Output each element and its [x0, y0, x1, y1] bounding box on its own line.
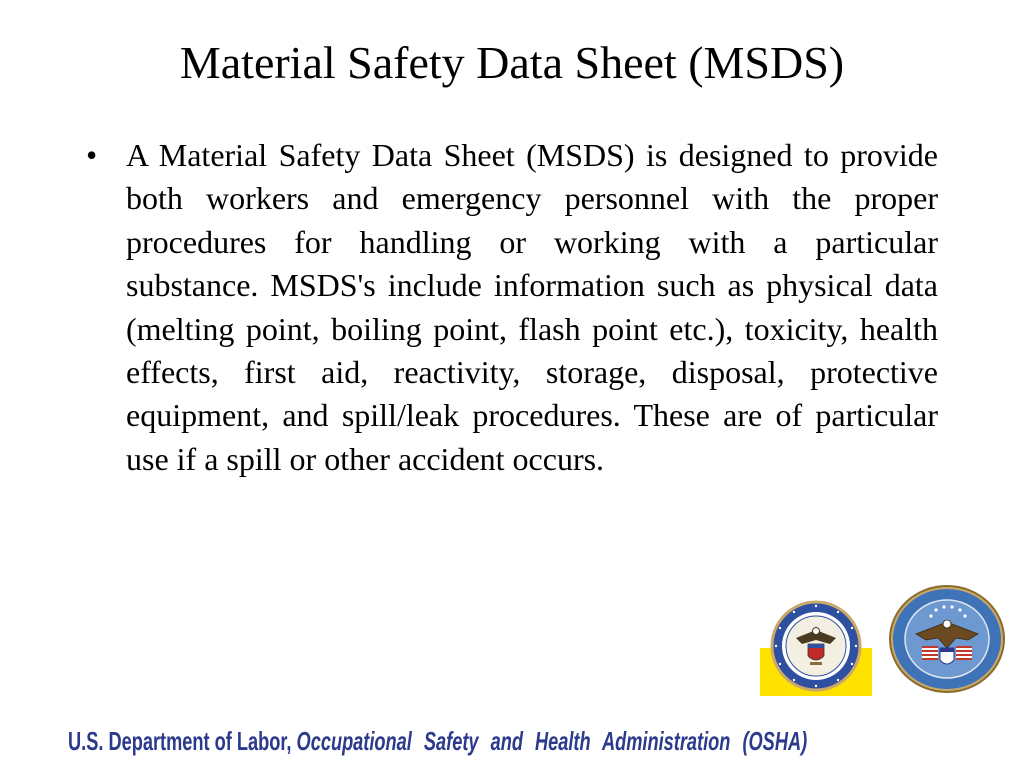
slide-body	[86, 134, 938, 481]
bullet-icon: •	[86, 137, 98, 173]
bullet-text: A Material Safety Data Sheet (MSDS) is designed to provide both workers and emergency personnel with the proper procedures for handling or working with a particular substance. MSDS's include information such as physical data (melting point, boiling point, flash point etc.), toxicity, health effects, first aid, reactivity, storage, disposal, protective equipment, and spill/leak procedures. These are of particular use if a spill or other accident occurs.	[126, 137, 938, 477]
footer-department: U.S. Department of Labor,	[68, 726, 292, 756]
footer-agency: Occupational Safety and Health Administration (OSHA)	[296, 726, 808, 756]
slide-title: Material Safety Data Sheet (MSDS)	[179, 37, 845, 88]
va-seal-icon	[886, 582, 1008, 696]
dol-seal-logo	[760, 596, 872, 696]
dol-seal-icon	[766, 600, 866, 692]
footer-credit	[68, 726, 807, 757]
va-seal-logo	[886, 582, 1008, 701]
